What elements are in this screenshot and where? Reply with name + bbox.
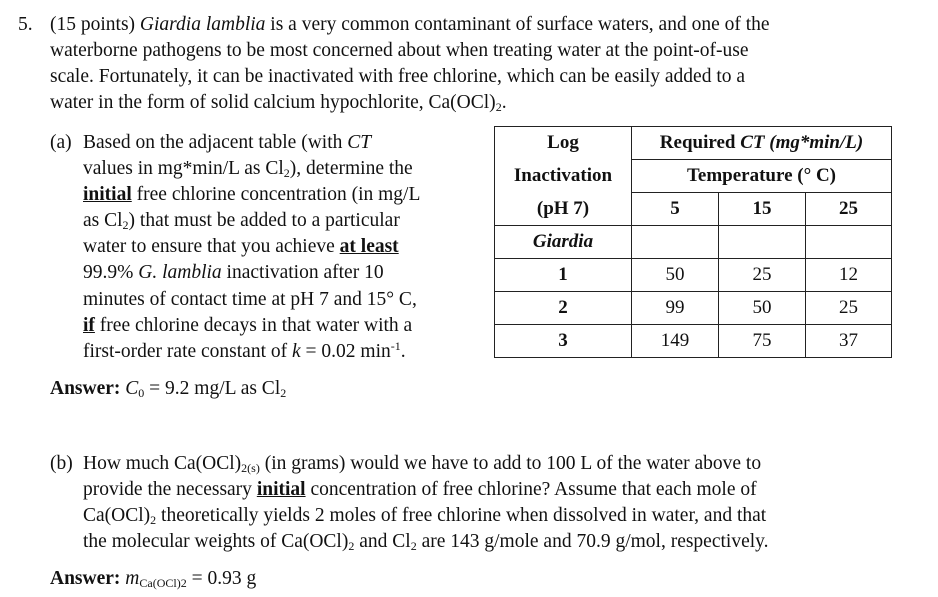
part-b-line-4: the molecular weights of $Ca(OCl)_2$ and $Cl_2$ are 143 g/mole and 70.9 g/mol, respectively. (83, 531, 769, 553)
part-a-line-3: initial free chlorine concentration (in mg/L (83, 184, 421, 205)
table-row (495, 292, 892, 325)
table-row (495, 259, 892, 292)
required-ct-header: Required CT (mg*min/L) (632, 127, 892, 160)
temp-5-header: 5 (632, 193, 719, 226)
empty-cell (719, 226, 806, 259)
part-b-line-2: provide the necessary initial concentration of free chlorine? Assume that each mole of (83, 479, 757, 500)
temp-15-header: 15 (719, 193, 806, 226)
question-intro-line-3: scale. Fortunately, it can be inactivated with free chlorine, which can be easily added to a (50, 66, 746, 87)
part-a-line-1: Based on the adjacent table (with CT (83, 132, 372, 153)
part-a-line-6: 99.9% G. lamblia inactivation after 10 (83, 262, 384, 283)
log-value: 2 (495, 292, 632, 325)
organism-row-label: Giardia (495, 226, 632, 259)
part-a-line-5: water to ensure that you achieve at least (83, 236, 399, 257)
temp-25-header: 25 (806, 193, 892, 226)
empty-cell (806, 226, 892, 259)
ct-value: 37 (806, 325, 892, 358)
part-a-line-7: minutes of contact time at pH 7 and 15° C, (83, 289, 417, 310)
log-value: 1 (495, 259, 632, 292)
log-header-line-3: (pH 7) (495, 193, 632, 226)
part-a-line-9: first-order rate constant of k = 0.02 $\min^{-1}$. (83, 339, 406, 362)
ct-table (494, 126, 892, 358)
question-intro-line-2: waterborne pathogens to be most concerned about when treating water at the point-of-use (50, 40, 749, 61)
part-b-line-1: How much $Ca(OCl)_{2(s)}$ (in grams) would we have to add to 100 L of the water above to (83, 453, 762, 475)
log-value: 3 (495, 325, 632, 358)
ct-value: 12 (806, 259, 892, 292)
table-row (495, 325, 892, 358)
empty-cell (632, 226, 719, 259)
question-intro-line-4: water in the form of solid calcium hypochlorite, $Ca(OCl)_2$. (50, 92, 507, 114)
part-a-line-8: if free chlorine decays in that water with a (83, 315, 413, 336)
part-b-label: (b) (50, 453, 73, 474)
ct-value: 50 (719, 292, 806, 325)
question-intro-line-1: (15 points) Giardia lamblia is a very common contaminant of surface waters, and one of the (50, 14, 770, 35)
part-b-answer: Answer: $m_{Ca(OCl)2} = 0.93$ g (50, 568, 257, 590)
part-a-line-2: values in mg*min/L as $Cl_2$), determine the (83, 158, 413, 180)
part-a-line-4: as $Cl_2$) that must be added to a particular (83, 210, 400, 232)
part-a-label: (a) (50, 132, 72, 153)
log-header-line-1: Log (495, 127, 632, 160)
temperature-header: Temperature (° C) (632, 160, 892, 193)
ct-value: 75 (719, 325, 806, 358)
organism-name: Giardia lamblia (139, 14, 266, 35)
ct-value: 25 (719, 259, 806, 292)
part-a-answer: Answer: $C_0 = 9.2$ mg/L as $Cl_2$ (50, 378, 287, 400)
part-b-line-3: $Ca(OCl)_2$ theoretically yields 2 moles of free chlorine when dissolved in water, and that (83, 505, 767, 527)
log-header-line-2: Inactivation (495, 160, 632, 193)
ct-value: 149 (632, 325, 719, 358)
question-number: 5. (18, 14, 33, 35)
ct-value: 99 (632, 292, 719, 325)
ct-value: 25 (806, 292, 892, 325)
ct-value: 50 (632, 259, 719, 292)
